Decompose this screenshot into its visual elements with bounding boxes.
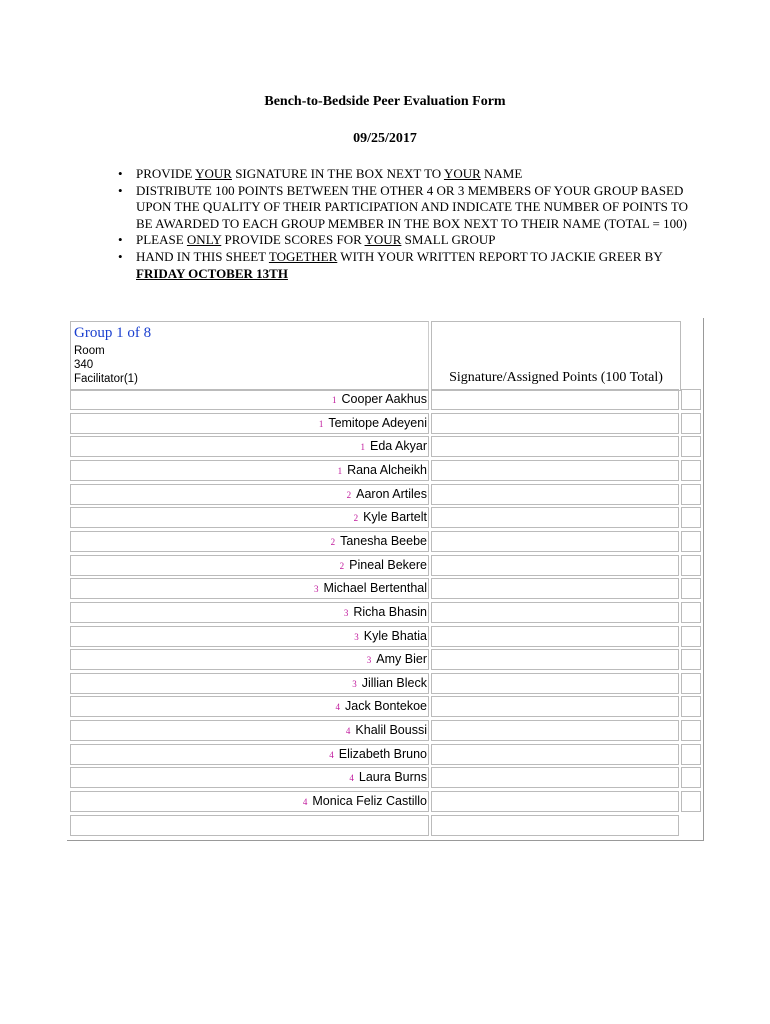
signature-points-cell[interactable] [431, 744, 679, 765]
member-name-cell [70, 555, 429, 576]
extra-cell [681, 555, 701, 576]
room-label: Room [74, 345, 105, 357]
extra-cell [681, 626, 701, 647]
form-title: Bench-to-Bedside Peer Evaluation Form [264, 94, 506, 109]
extra-cell [681, 578, 701, 599]
instruction-text: FRIDAY OCTOBER 13TH [136, 265, 288, 281]
member-name-cell [70, 389, 429, 410]
room-number: 340 [74, 359, 94, 371]
instruction-text: YOUR [443, 166, 481, 181]
bullet-icon: • [118, 248, 123, 264]
group-number: 4 [329, 749, 334, 760]
instruction-item [118, 232, 698, 249]
table-row [70, 626, 702, 646]
group-number: 3 [354, 631, 359, 642]
group-number: 1 [318, 418, 324, 429]
instruction-text: DISTRIBUTE 100 POINTS BETWEEN THE OTHER 4 OR 3 MEMBERS OF YOUR GROUP BASED UPON THE QUALITY OF THEIR PARTICIPATION AND INDICATE THE NUMBER OF POINTS TO BE AWARDED TO EACH GROUP MEMBER IN THE BOX NEXT TO THEIR NAME (TOTAL = 100) [136, 182, 688, 231]
group-number: 1 [332, 395, 337, 405]
extra-cell [681, 413, 701, 434]
evaluation-table [67, 318, 704, 841]
group-number: 3 [343, 607, 349, 618]
member-name-cell [70, 744, 429, 765]
member-name: Tanesha Beebe [340, 533, 427, 548]
instruction-text: PROVIDE SCORES FOR [221, 232, 365, 248]
group-number: 4 [349, 773, 354, 784]
form-date: 09/25/2017 [353, 131, 417, 146]
member-name-cell [70, 815, 429, 836]
member-name: Jack Bontekoe [345, 699, 427, 714]
instruction-item [118, 183, 698, 233]
member-name: Elizabeth Bruno [338, 746, 427, 761]
member-name: Rana Alcheikh [347, 462, 427, 477]
group-number: 4 [345, 726, 351, 737]
table-row [70, 460, 702, 480]
signature-points-cell[interactable] [431, 720, 679, 741]
table-row [70, 484, 702, 504]
member-name: Richa Bhasin [353, 604, 427, 619]
instruction-text: YOUR [195, 166, 232, 181]
member-name: Kyle Bhatia [363, 628, 427, 643]
signature-points-cell[interactable] [431, 767, 679, 788]
signature-header: Signature/Assigned Points (100 Total) [449, 370, 663, 385]
extra-cell [681, 436, 701, 457]
instructions-list [118, 166, 698, 282]
group-number: 2 [353, 513, 359, 524]
extra-cell [681, 696, 701, 717]
table-row [70, 791, 702, 811]
member-name-cell [70, 767, 429, 788]
extra-cell [681, 531, 701, 552]
member-name-cell [70, 507, 429, 528]
member-name: Eda Akyar [370, 439, 427, 454]
group-number: 1 [360, 442, 366, 453]
extra-cell [681, 389, 701, 410]
table-row [70, 720, 702, 740]
instruction-item [118, 166, 698, 183]
member-name: Monica Feliz Castillo [312, 794, 427, 809]
table-row [70, 436, 702, 456]
member-name: Temitope Adeyeni [328, 415, 427, 430]
signature-points-cell[interactable] [431, 602, 679, 623]
table-row [70, 602, 702, 622]
signature-points-cell[interactable] [431, 484, 679, 505]
extra-cell [681, 673, 701, 694]
member-name-cell [70, 436, 429, 457]
member-name-cell [70, 602, 429, 623]
table-row [70, 507, 702, 527]
instruction-text: SMALL GROUP [401, 232, 496, 248]
instruction-item [118, 249, 698, 282]
signature-points-cell[interactable] [431, 413, 679, 434]
member-name: Cooper Aakhus [341, 392, 427, 406]
instruction-text: NAME [480, 166, 523, 181]
member-name-cell [70, 649, 429, 670]
member-name: Michael Bertenthal [323, 581, 427, 596]
member-name-cell [70, 413, 429, 434]
table-row [70, 578, 702, 598]
signature-points-cell[interactable] [431, 389, 679, 410]
table-row [70, 649, 702, 669]
group-title: Group 1 of 8 [74, 325, 152, 341]
group-number: 2 [330, 536, 336, 547]
member-name-cell [70, 626, 429, 647]
table-row [70, 555, 702, 575]
member-name: Jillian Bleck [361, 675, 427, 690]
group-number: 4 [302, 797, 308, 808]
group-number: 3 [313, 584, 319, 595]
extra-cell [681, 602, 701, 623]
group-number: 2 [339, 560, 345, 571]
table-row [70, 673, 702, 693]
signature-points-cell[interactable] [431, 649, 679, 670]
member-name-cell [70, 460, 429, 481]
instruction-text: YOUR [364, 232, 402, 248]
signature-points-cell[interactable] [431, 815, 679, 836]
member-name [427, 818, 428, 832]
signature-points-cell[interactable] [431, 791, 679, 812]
member-name-cell [70, 531, 429, 552]
table-row [70, 389, 702, 409]
group-number: 4 [335, 702, 340, 713]
signature-points-cell[interactable] [431, 696, 679, 717]
table-row [70, 744, 702, 764]
bullet-icon: • [118, 182, 123, 198]
signature-points-cell[interactable] [431, 673, 679, 694]
member-name: Pineal Bekere [349, 557, 427, 572]
member-name-cell [70, 791, 429, 812]
table-row [70, 696, 702, 716]
instruction-text: WITH YOUR WRITTEN REPORT TO JACKIE GREER BY [337, 248, 663, 264]
signature-points-cell[interactable] [431, 555, 679, 576]
group-number: 1 [337, 465, 343, 476]
signature-points-cell[interactable] [431, 578, 679, 599]
extra-cell [681, 791, 701, 812]
instruction-text: SIGNATURE IN THE BOX NEXT TO [231, 166, 444, 181]
member-name-cell [70, 673, 429, 694]
member-name: Khalil Boussi [355, 723, 427, 738]
bullet-icon: • [118, 166, 123, 181]
instruction-text: PROVIDE [136, 166, 196, 181]
group-number: 3 [352, 678, 357, 689]
member-name: Laura Burns [358, 770, 427, 785]
instruction-text: ONLY [186, 232, 222, 248]
signature-points-cell[interactable] [431, 626, 679, 647]
group-number: 3 [366, 655, 372, 666]
member-name-cell [70, 720, 429, 741]
member-name: Aaron Artiles [356, 486, 427, 501]
member-name-cell [70, 484, 429, 505]
instruction-text: TOGETHER [268, 248, 338, 264]
table-row [70, 767, 702, 787]
instruction-text: HAND IN THIS SHEET [136, 248, 269, 264]
facilitator-label: Facilitator(1) [74, 373, 138, 385]
bullet-icon: • [118, 232, 123, 248]
table-row [70, 531, 702, 551]
signature-points-cell[interactable] [431, 436, 679, 457]
member-name-cell [70, 696, 429, 717]
table-row [70, 815, 702, 835]
extra-cell [681, 460, 701, 481]
extra-cell [681, 744, 701, 765]
member-name-cell [70, 578, 429, 599]
signature-points-cell[interactable] [431, 460, 679, 481]
group-header-cell [70, 321, 429, 391]
extra-cell [681, 507, 701, 528]
extra-cell [681, 484, 701, 505]
signature-points-cell[interactable] [431, 531, 679, 552]
signature-points-cell[interactable] [431, 507, 679, 528]
extra-cell [681, 767, 701, 788]
member-name: Amy Bier [376, 652, 427, 667]
extra-cell [681, 720, 701, 741]
signature-header-cell [431, 321, 681, 391]
group-number: 2 [346, 489, 352, 500]
member-name: Kyle Bartelt [363, 510, 427, 525]
table-row [70, 413, 702, 433]
instruction-text: PLEASE [136, 232, 187, 248]
extra-cell [681, 649, 701, 670]
